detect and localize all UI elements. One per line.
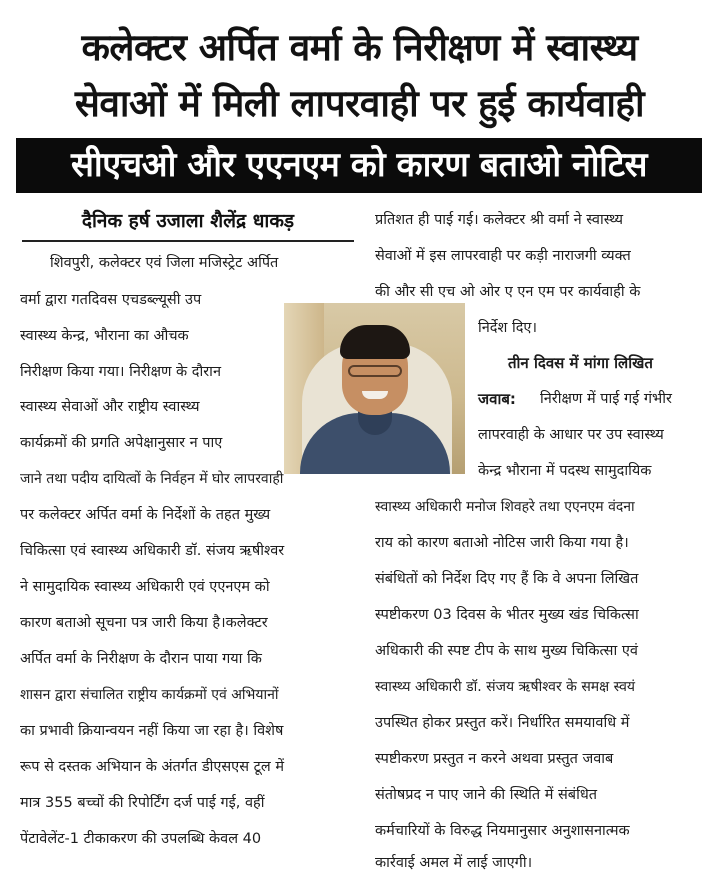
right-text-line: उपस्थित होकर प्रस्तुत करें। निर्धारित समयावधि में xyxy=(375,715,630,731)
left-text-line: मात्र 355 बच्चों की रिपोर्टिंग दर्ज पाई गई, वहीं xyxy=(20,795,265,811)
person-hair xyxy=(340,325,410,359)
left-text-line: शासन द्वारा संचालित राष्ट्रीय कार्यक्रमों एवं अभियानों xyxy=(20,687,279,703)
headline-line-1: कलेक्टर अर्पित वर्मा के निरीक्षण में स्वास्थ्य xyxy=(81,26,638,69)
right-text-line: अधिकारी की स्पष्ट टीप के साथ मुख्य चिकित्सा एवं xyxy=(375,643,638,659)
left-text-line: वर्मा द्वारा गतदिवस एचडब्ल्यूसी उप xyxy=(20,292,202,308)
right-text-line: स्वास्थ्य अधिकारी डॉ. संजय ऋषीश्वर के समक्ष स्वयं xyxy=(375,679,635,695)
right-text-line: संतोषप्रद न पाए जाने की स्थिति में संबंधित xyxy=(375,787,598,803)
left-text-line: जाने तथा पदीय दायित्वों के निर्वहन में घोर लापरवाही xyxy=(20,471,284,487)
smile xyxy=(362,391,388,399)
left-text-line: शिवपुरी, कलेक्टर एवं जिला मजिस्ट्रेट अर्पित xyxy=(50,255,279,271)
right-text-line: कर्मचारियों के विरुद्ध नियमानुसार अनुशासनात्मक xyxy=(375,823,630,839)
right-text-line: लापरवाही के आधार पर उप स्वास्थ्य xyxy=(478,427,664,443)
sub-heading-label: जवाब: xyxy=(478,390,516,408)
right-text-line: केन्द्र भौराना में पदस्थ सामुदायिक xyxy=(478,463,652,479)
right-text-line: सेवाओं में इस लापरवाही पर कड़ी नाराजगी व्यक्त xyxy=(375,248,631,264)
left-text-line: कार्यक्रमों की प्रगति अपेक्षानुसार न पाए xyxy=(20,435,223,451)
left-text-line: पेंटावेलेंट-1 टीकाकरण की उपलब्धि केवल 40 xyxy=(20,831,262,847)
left-text-line: स्वास्थ्य सेवाओं और राष्ट्रीय स्वास्थ्य xyxy=(20,399,200,415)
right-text-line: निर्देश दिए। xyxy=(478,320,537,336)
right-text-line: राय को कारण बताओ नोटिस जारी किया गया है। xyxy=(375,535,629,551)
left-text-line: स्वास्थ्य केन्द्र, भौराना का औचक xyxy=(20,328,189,344)
right-text-line: प्रतिशत ही पाई गई। कलेक्टर श्री वर्मा ने स्वास्थ्य xyxy=(375,212,624,228)
left-text-line: रूप से दस्तक अभियान के अंतर्गत डीएसएस टूल में xyxy=(20,759,285,775)
official-photo xyxy=(284,303,465,474)
sub-headline-strip: सीएचओ और एएनएम को कारण बताओ नोटिस xyxy=(16,138,702,193)
right-text-line: स्पष्टीकरण प्रस्तुत न करने अथवा प्रस्तुत जवाब xyxy=(375,751,614,767)
right-text-line: स्वास्थ्य अधिकारी मनोज शिवहरे तथा एएनएम वंदना xyxy=(375,499,635,515)
left-text-line: ने सामुदायिक स्वास्थ्य अधिकारी एवं एएनएम को xyxy=(20,579,270,595)
right-text-line: स्पष्टीकरण 03 दिवस के भीतर मुख्य खंड चिकित्सा xyxy=(375,607,639,623)
left-text-line: कारण बताओ सूचना पत्र जारी किया है।कलेक्टर xyxy=(20,615,268,631)
left-text-line: अर्पित वर्मा के निरीक्षण के दौरान पाया गया कि xyxy=(20,651,262,667)
right-text-line: कार्रवाई अमल में लाई जाएगी। xyxy=(375,855,533,871)
right-text-line: निरीक्षण में पाई गई गंभीर xyxy=(540,391,672,407)
left-text-line: का प्रभावी क्रियान्वयन नहीं किया जा रहा है। विशेष xyxy=(20,723,284,739)
byline: दैनिक हर्ष उजाला शैलेंद्र धाकड़ xyxy=(22,206,354,242)
left-text-line: चिकित्सा एवं स्वास्थ्य अधिकारी डॉ. संजय ऋषीश्वर xyxy=(20,543,285,559)
right-text-line: संबंधितों को निर्देश दिए गए हैं कि वे अपना लिखित xyxy=(375,571,639,587)
left-text-line: निरीक्षण किया गया। निरीक्षण के दौरान xyxy=(20,364,221,380)
eyeglasses xyxy=(348,365,402,377)
sub-heading: तीन दिवस में मांगा लिखित xyxy=(508,354,653,372)
headline-line-2: सेवाओं में मिली लापरवाही पर हुई कार्यवाही xyxy=(74,82,645,125)
left-text-line: पर कलेक्टर अर्पित वर्मा के निर्देशों के तहत मुख्य xyxy=(20,507,271,523)
right-text-line: की और सी एच ओ ओर ए एन एम पर कार्यवाही के xyxy=(375,284,641,300)
